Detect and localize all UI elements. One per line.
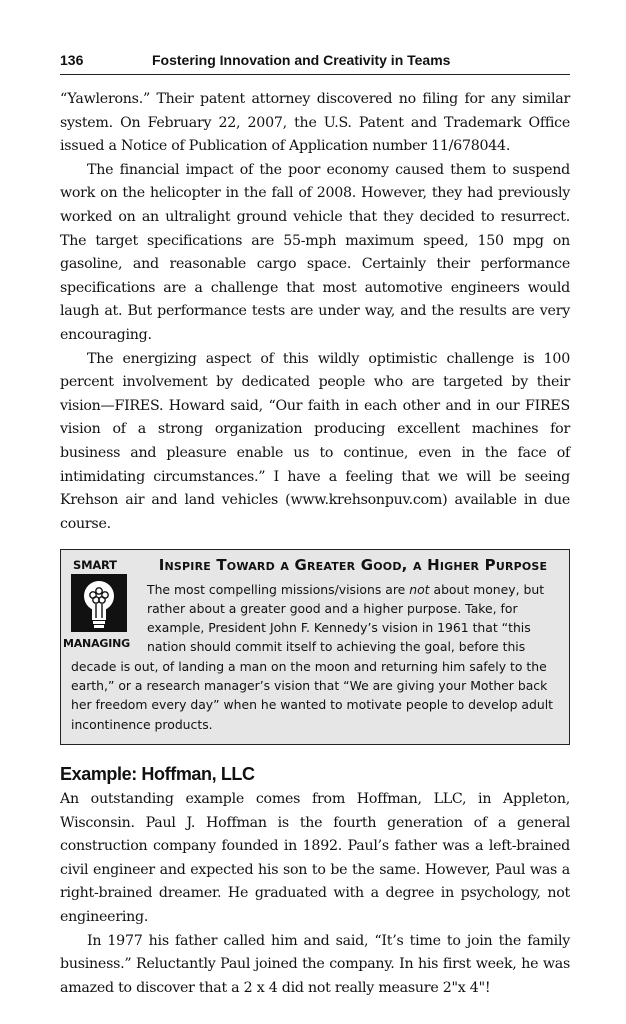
section-heading: Example: Hoffman, LLC — [60, 763, 255, 784]
smart-managing-badge — [63, 556, 143, 654]
book-page — [60, 52, 570, 1000]
paragraph: The energizing aspect of this wildly optimistic challenge is 100 percent involvement by dedicated people who are targeted by their vision—FIRES. Howard said, “Our faith in each other and in our FIRES vision of a strong organization producing excellent machines for business and pleasure enable us to continue, even in the face of intimidating circumstances.” I have a feeling that we will be seeing Krehson air and land vehicles (www.krehsonpuv.com) available in due course. — [60, 350, 570, 532]
smart-managing-sidebar — [60, 549, 570, 745]
paragraph: In 1977 his father called him and said, “It’s time to join the family business.” Reluctantly Paul joined the company. In his first week, he was amazed to discover that a 2 x 4 did not really measure 2"x 4"! — [60, 932, 570, 996]
sidebar-title: Inspire Toward a Greater Good, a Higher Purpose — [158, 556, 548, 575]
sidebar-text: The most compelling missions/visions are not about money, but rather about a greater good and a higher purpose. Take, for example, President John F. Kennedy’s vision in 1961 that “this nation should commit itself to achieving the goal, before this decade is out, of landing a man on the moon and returning him safely to the earth,” or a research manager’s vision that “We are giving your Mother back her freedom every day” when he wanted to motivate people to develop adult incontinence products. — [71, 581, 554, 732]
running-title: Fostering Innovation and Creativity in Teams — [152, 52, 451, 68]
paragraph: The financial impact of the poor economy caused them to suspend work on the helicopter in the fall of 2008. However, they had previously worked on an ultralight ground vehicle that they decided to resurrect. The target specifications are 55-mph maximum speed, 150 mpg on gasoline, and reasonable cargo space. Certainly their performance specifications are a challenge that most automotive engineers would laugh at. But performance tests are under way, and the results are very encouraging. — [60, 161, 570, 343]
paragraph: An outstanding example comes from Hoffman, LLC, in Appleton, Wisconsin. Paul J. Hoffman is the fourth generation of a general construction company founded in 1892. Paul’s father was a left-brained civil engineer and expected his son to be the same. However, Paul was a right-brained dreamer. He graduated with a degree in psychology, not engineering. — [60, 790, 570, 925]
paragraph: “Yawlerons.” Their patent attorney discovered no filing for any similar system. On February 22, 2007, the U.S. Patent and Trademark Office issued a Notice of Publication of Application number 11/678044. — [60, 91, 570, 155]
lightbulb-icon — [71, 574, 127, 632]
smart-label: SMART — [73, 558, 117, 573]
body-text-bottom — [60, 788, 570, 1000]
running-header — [60, 52, 570, 75]
managing-label: MANAGING — [63, 637, 130, 651]
body-text-top — [60, 88, 570, 536]
page-number: 136 — [60, 52, 84, 68]
emphasis-text: not — [409, 581, 430, 597]
